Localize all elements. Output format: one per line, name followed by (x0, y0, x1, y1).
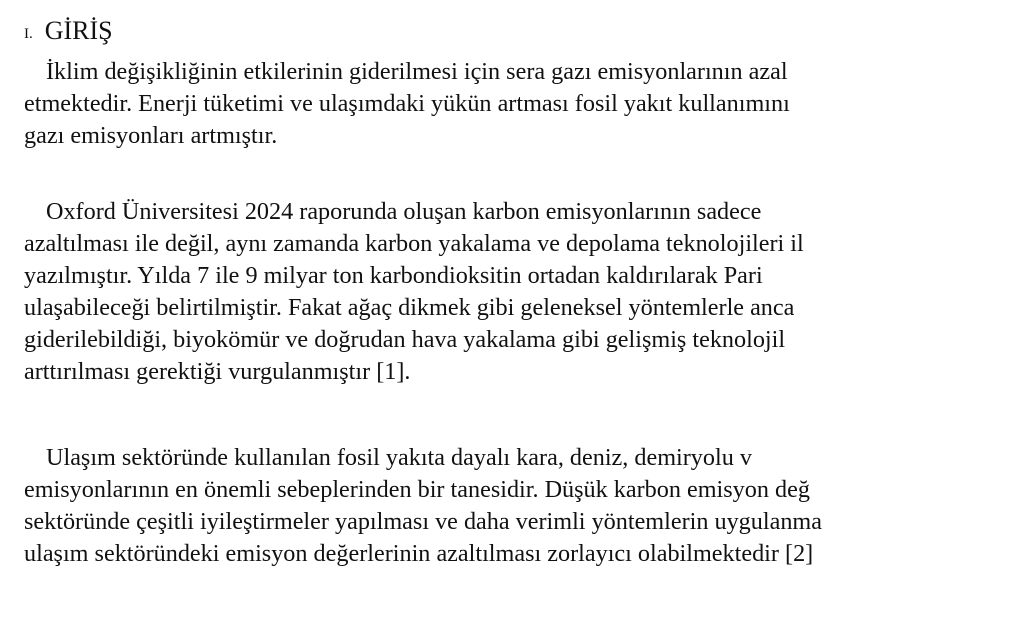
paragraph-line: emisyonlarının en önemli sebeplerinden bir tanesidir. Düşük karbon emisyon değ (24, 476, 810, 503)
paragraph-line: arttırılması gerektiği vurgulanmıştır [1]. (24, 358, 411, 385)
section-heading (24, 16, 113, 49)
paragraph-line: ulaşabileceği belirtilmiştir. Fakat ağaç dikmek gibi geleneksel yöntemlerle anca (24, 294, 795, 321)
section-number: I. (24, 26, 33, 42)
paragraph-line: etmektedir. Enerji tüketimi ve ulaşımdaki yükün artması fosil yakıt kullanımını (24, 90, 790, 117)
paragraph-line: Oxford Üniversitesi 2024 raporunda oluşan karbon emisyonlarının sadece (46, 198, 762, 225)
paragraph-line: azaltılması ile değil, aynı zamanda karbon yakalama ve depolama teknolojileri il (24, 230, 804, 257)
paragraph-line: gazı emisyonları artmıştır. (24, 122, 278, 149)
paragraph-line: Ulaşım sektöründe kullanılan fosil yakıta dayalı kara, deniz, demiryolu v (46, 444, 752, 471)
section-title: GİRİŞ (44, 16, 113, 45)
paragraph-2 (24, 196, 1017, 388)
paragraph-line: yazılmıştır. Yılda 7 ile 9 milyar ton karbondioksitin ortadan kaldırılarak Pari (24, 262, 763, 289)
paragraph-1 (24, 56, 1017, 152)
paragraph-line: ulaşım sektöründeki emisyon değerlerinin azaltılması zorlayıcı olabilmektedir [2] (24, 540, 814, 567)
paragraph-3 (24, 442, 1017, 570)
paragraph-line: İklim değişikliğinin etkilerinin giderilmesi için sera gazı emisyonlarının azal (46, 58, 788, 85)
paragraph-line: giderilebildiği, biyokömür ve doğrudan hava yakalama gibi gelişmiş teknolojil (24, 326, 786, 353)
paragraph-line: sektöründe çeşitli iyileştirmeler yapılması ve daha verimli yöntemlerin uygulanma (24, 508, 822, 535)
